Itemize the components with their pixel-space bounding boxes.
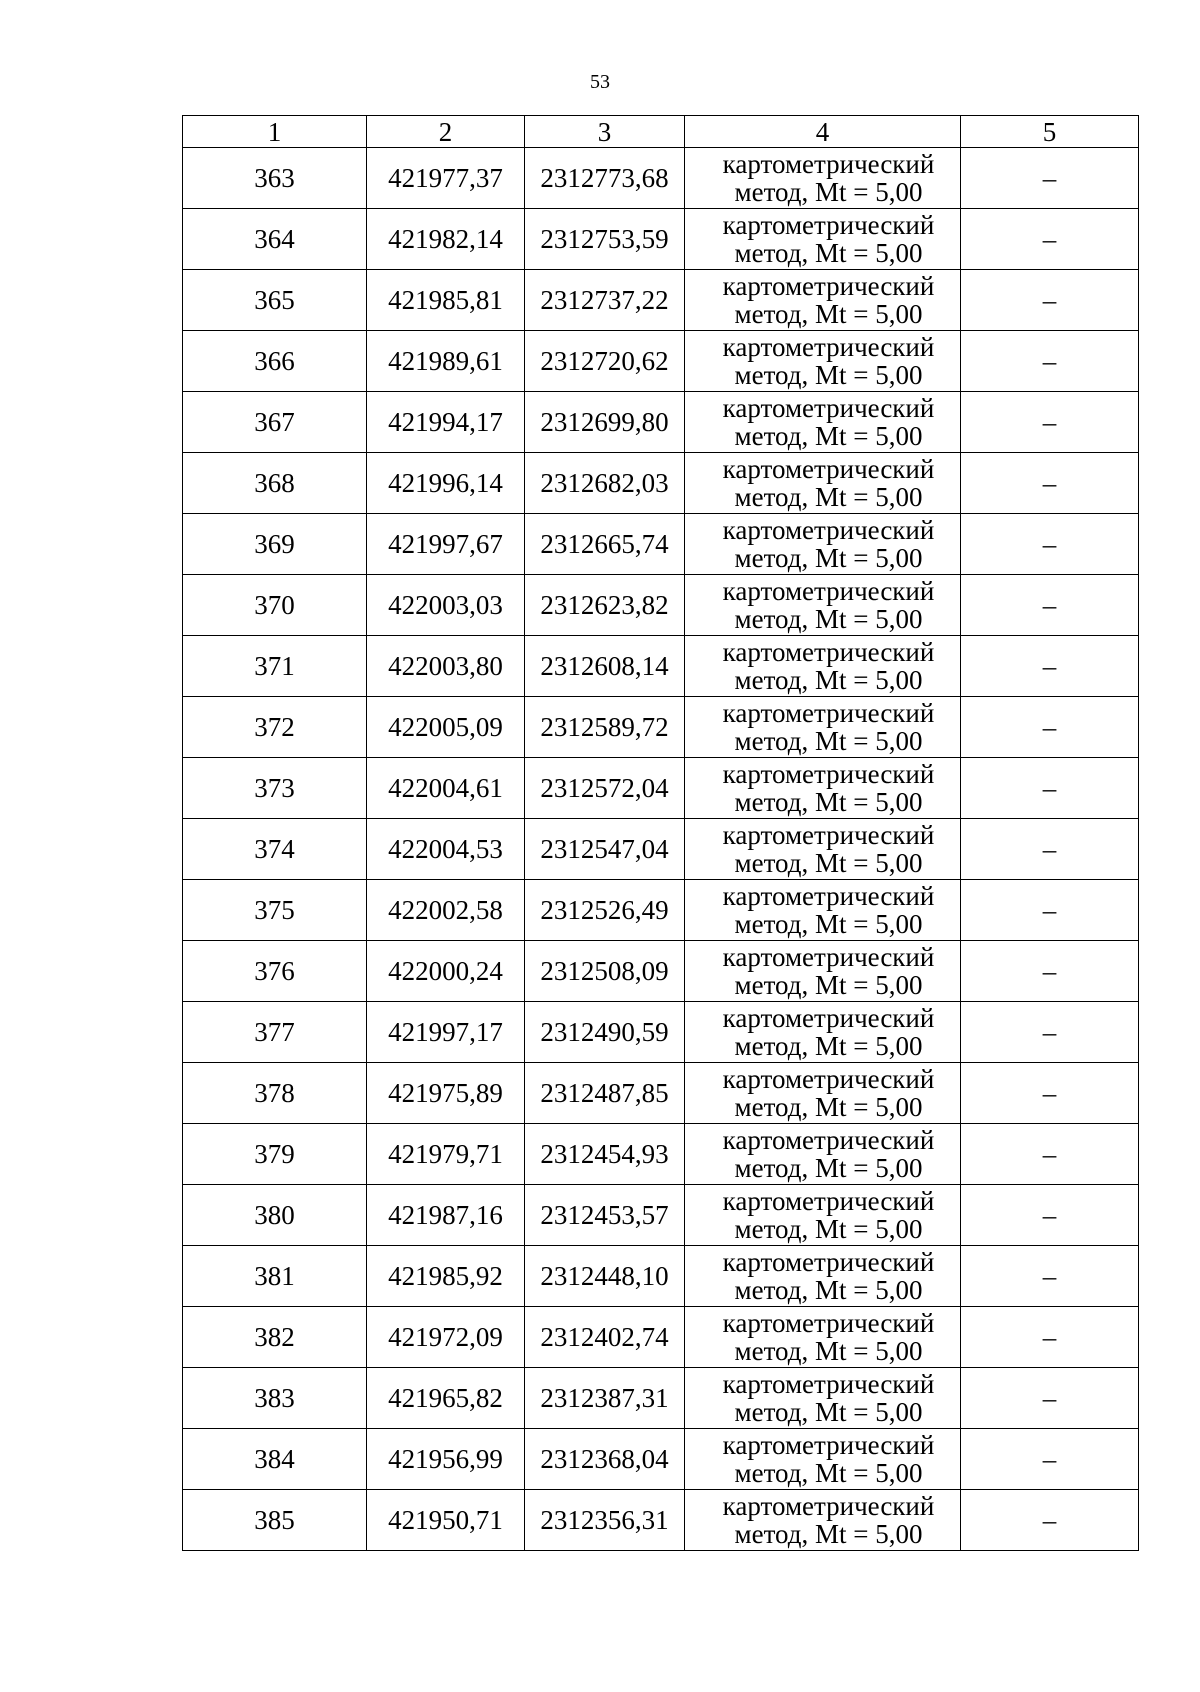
x-coordinate-cell: 421977,37 <box>367 148 525 209</box>
method-cell <box>685 758 961 819</box>
table-row <box>183 758 1139 819</box>
y-coordinate-cell: 2312448,10 <box>525 1246 685 1307</box>
point-number-cell: 377 <box>183 1002 367 1063</box>
method-line-2: метод, Mt = 5,00 <box>734 909 923 939</box>
note-cell: – <box>961 1185 1139 1246</box>
method-cell <box>685 1124 961 1185</box>
y-coordinate-cell: 2312773,68 <box>525 148 685 209</box>
point-number-cell: 383 <box>183 1368 367 1429</box>
method-cell <box>685 1368 961 1429</box>
coordinates-table <box>182 115 1139 1551</box>
method-line-2: метод, Mt = 5,00 <box>734 1031 923 1061</box>
method-line-2: метод, Mt = 5,00 <box>734 1275 923 1305</box>
method-line-1: картометрический <box>722 759 935 789</box>
point-number-cell: 380 <box>183 1185 367 1246</box>
method-line-1: картометрический <box>722 271 935 301</box>
method-line-2: метод, Mt = 5,00 <box>734 1519 923 1549</box>
method-line-1: картометрический <box>722 698 935 728</box>
method-line-1: картометрический <box>722 1247 935 1277</box>
column-header-1: 1 <box>183 116 367 148</box>
method-cell <box>685 1002 961 1063</box>
method-cell <box>685 270 961 331</box>
method-line-2: метод, Mt = 5,00 <box>734 238 923 268</box>
y-coordinate-cell: 2312608,14 <box>525 636 685 697</box>
y-coordinate-cell: 2312453,57 <box>525 1185 685 1246</box>
method-cell <box>685 1246 961 1307</box>
y-coordinate-cell: 2312665,74 <box>525 514 685 575</box>
column-header-4: 4 <box>685 116 961 148</box>
table-row <box>183 1002 1139 1063</box>
table-row <box>183 453 1139 514</box>
table-row <box>183 697 1139 758</box>
table-row <box>183 392 1139 453</box>
table-row <box>183 1063 1139 1124</box>
note-cell: – <box>961 209 1139 270</box>
x-coordinate-cell: 422000,24 <box>367 941 525 1002</box>
point-number-cell: 372 <box>183 697 367 758</box>
method-line-1: картометрический <box>722 881 935 911</box>
method-line-2: метод, Mt = 5,00 <box>734 1214 923 1244</box>
method-cell <box>685 941 961 1002</box>
y-coordinate-cell: 2312356,31 <box>525 1490 685 1551</box>
note-cell: – <box>961 819 1139 880</box>
note-cell: – <box>961 636 1139 697</box>
method-line-2: метод, Mt = 5,00 <box>734 970 923 1000</box>
point-number-cell: 375 <box>183 880 367 941</box>
method-line-1: картометрический <box>722 1369 935 1399</box>
point-number-cell: 373 <box>183 758 367 819</box>
y-coordinate-cell: 2312368,04 <box>525 1429 685 1490</box>
x-coordinate-cell: 421997,67 <box>367 514 525 575</box>
y-coordinate-cell: 2312490,59 <box>525 1002 685 1063</box>
y-coordinate-cell: 2312699,80 <box>525 392 685 453</box>
method-line-1: картометрический <box>722 942 935 972</box>
x-coordinate-cell: 421979,71 <box>367 1124 525 1185</box>
method-line-2: метод, Mt = 5,00 <box>734 1397 923 1427</box>
method-line-1: картометрический <box>722 393 935 423</box>
note-cell: – <box>961 331 1139 392</box>
method-cell <box>685 209 961 270</box>
point-number-cell: 371 <box>183 636 367 697</box>
column-header-5: 5 <box>961 116 1139 148</box>
point-number-cell: 370 <box>183 575 367 636</box>
y-coordinate-cell: 2312572,04 <box>525 758 685 819</box>
method-cell <box>685 819 961 880</box>
point-number-cell: 374 <box>183 819 367 880</box>
point-number-cell: 367 <box>183 392 367 453</box>
table-row <box>183 1429 1139 1490</box>
point-number-cell: 364 <box>183 209 367 270</box>
point-number-cell: 368 <box>183 453 367 514</box>
method-line-2: метод, Mt = 5,00 <box>734 299 923 329</box>
method-line-2: метод, Mt = 5,00 <box>734 421 923 451</box>
note-cell: – <box>961 1307 1139 1368</box>
method-line-1: картометрический <box>722 820 935 850</box>
table-body <box>183 148 1139 1551</box>
method-line-1: картометрический <box>722 454 935 484</box>
method-cell <box>685 697 961 758</box>
note-cell: – <box>961 453 1139 514</box>
x-coordinate-cell: 422004,53 <box>367 819 525 880</box>
method-line-2: метод, Mt = 5,00 <box>734 1153 923 1183</box>
table-row <box>183 270 1139 331</box>
method-line-1: картометрический <box>722 1186 935 1216</box>
note-cell: – <box>961 1368 1139 1429</box>
x-coordinate-cell: 421994,17 <box>367 392 525 453</box>
method-line-1: картометрический <box>722 1491 935 1521</box>
note-cell: – <box>961 270 1139 331</box>
x-coordinate-cell: 421985,81 <box>367 270 525 331</box>
point-number-cell: 381 <box>183 1246 367 1307</box>
method-line-2: метод, Mt = 5,00 <box>734 1458 923 1488</box>
table-row <box>183 1246 1139 1307</box>
x-coordinate-cell: 421997,17 <box>367 1002 525 1063</box>
method-line-2: метод, Mt = 5,00 <box>734 543 923 573</box>
method-line-1: картометрический <box>722 332 935 362</box>
y-coordinate-cell: 2312737,22 <box>525 270 685 331</box>
method-cell <box>685 514 961 575</box>
method-line-2: метод, Mt = 5,00 <box>734 726 923 756</box>
method-line-1: картометрический <box>722 1003 935 1033</box>
method-line-2: метод, Mt = 5,00 <box>734 360 923 390</box>
table-row <box>183 1124 1139 1185</box>
table-row <box>183 209 1139 270</box>
table-row <box>183 819 1139 880</box>
table-row <box>183 941 1139 1002</box>
note-cell: – <box>961 1429 1139 1490</box>
method-line-1: картометрический <box>722 1308 935 1338</box>
x-coordinate-cell: 421987,16 <box>367 1185 525 1246</box>
x-coordinate-cell: 422003,80 <box>367 636 525 697</box>
table-row <box>183 331 1139 392</box>
x-coordinate-cell: 421996,14 <box>367 453 525 514</box>
method-line-1: картометрический <box>722 1430 935 1460</box>
note-cell: – <box>961 1002 1139 1063</box>
table-row <box>183 636 1139 697</box>
table-row <box>183 148 1139 209</box>
y-coordinate-cell: 2312387,31 <box>525 1368 685 1429</box>
y-coordinate-cell: 2312682,03 <box>525 453 685 514</box>
point-number-cell: 378 <box>183 1063 367 1124</box>
method-cell <box>685 880 961 941</box>
point-number-cell: 379 <box>183 1124 367 1185</box>
method-line-2: метод, Mt = 5,00 <box>734 482 923 512</box>
y-coordinate-cell: 2312753,59 <box>525 209 685 270</box>
point-number-cell: 363 <box>183 148 367 209</box>
table-row <box>183 1490 1139 1551</box>
method-line-1: картометрический <box>722 576 935 606</box>
method-line-2: метод, Mt = 5,00 <box>734 848 923 878</box>
y-coordinate-cell: 2312402,74 <box>525 1307 685 1368</box>
x-coordinate-cell: 422004,61 <box>367 758 525 819</box>
table-row <box>183 1185 1139 1246</box>
point-number-cell: 369 <box>183 514 367 575</box>
method-cell <box>685 575 961 636</box>
y-coordinate-cell: 2312487,85 <box>525 1063 685 1124</box>
note-cell: – <box>961 1124 1139 1185</box>
note-cell: – <box>961 880 1139 941</box>
method-line-1: картометрический <box>722 1064 935 1094</box>
method-cell <box>685 392 961 453</box>
point-number-cell: 384 <box>183 1429 367 1490</box>
y-coordinate-cell: 2312508,09 <box>525 941 685 1002</box>
method-line-1: картометрический <box>722 210 935 240</box>
method-cell <box>685 453 961 514</box>
x-coordinate-cell: 421965,82 <box>367 1368 525 1429</box>
table-header-row <box>183 116 1139 148</box>
method-line-2: метод, Mt = 5,00 <box>734 177 923 207</box>
x-coordinate-cell: 421956,99 <box>367 1429 525 1490</box>
note-cell: – <box>961 1490 1139 1551</box>
note-cell: – <box>961 941 1139 1002</box>
y-coordinate-cell: 2312589,72 <box>525 697 685 758</box>
point-number-cell: 385 <box>183 1490 367 1551</box>
note-cell: – <box>961 697 1139 758</box>
method-cell <box>685 1490 961 1551</box>
note-cell: – <box>961 148 1139 209</box>
note-cell: – <box>961 1246 1139 1307</box>
point-number-cell: 365 <box>183 270 367 331</box>
x-coordinate-cell: 422005,09 <box>367 697 525 758</box>
note-cell: – <box>961 392 1139 453</box>
x-coordinate-cell: 421989,61 <box>367 331 525 392</box>
method-cell <box>685 331 961 392</box>
x-coordinate-cell: 421950,71 <box>367 1490 525 1551</box>
y-coordinate-cell: 2312526,49 <box>525 880 685 941</box>
point-number-cell: 382 <box>183 1307 367 1368</box>
y-coordinate-cell: 2312547,04 <box>525 819 685 880</box>
table-row <box>183 880 1139 941</box>
method-line-1: картометрический <box>722 515 935 545</box>
method-line-1: картометрический <box>722 1125 935 1155</box>
method-cell <box>685 148 961 209</box>
table-row <box>183 575 1139 636</box>
method-line-2: метод, Mt = 5,00 <box>734 1336 923 1366</box>
method-line-2: метод, Mt = 5,00 <box>734 787 923 817</box>
note-cell: – <box>961 1063 1139 1124</box>
table-row <box>183 1368 1139 1429</box>
table-row <box>183 1307 1139 1368</box>
column-header-2: 2 <box>367 116 525 148</box>
method-cell <box>685 1185 961 1246</box>
method-line-2: метод, Mt = 5,00 <box>734 604 923 634</box>
x-coordinate-cell: 421975,89 <box>367 1063 525 1124</box>
method-line-1: картометрический <box>722 149 935 179</box>
x-coordinate-cell: 421972,09 <box>367 1307 525 1368</box>
method-cell <box>685 1307 961 1368</box>
page-number: 53 <box>590 71 610 93</box>
point-number-cell: 376 <box>183 941 367 1002</box>
method-cell <box>685 1429 961 1490</box>
table-row <box>183 514 1139 575</box>
column-header-3: 3 <box>525 116 685 148</box>
y-coordinate-cell: 2312454,93 <box>525 1124 685 1185</box>
method-cell <box>685 636 961 697</box>
x-coordinate-cell: 422003,03 <box>367 575 525 636</box>
method-line-2: метод, Mt = 5,00 <box>734 1092 923 1122</box>
method-cell <box>685 1063 961 1124</box>
x-coordinate-cell: 422002,58 <box>367 880 525 941</box>
note-cell: – <box>961 758 1139 819</box>
point-number-cell: 366 <box>183 331 367 392</box>
y-coordinate-cell: 2312720,62 <box>525 331 685 392</box>
method-line-2: метод, Mt = 5,00 <box>734 665 923 695</box>
x-coordinate-cell: 421985,92 <box>367 1246 525 1307</box>
note-cell: – <box>961 514 1139 575</box>
y-coordinate-cell: 2312623,82 <box>525 575 685 636</box>
method-line-1: картометрический <box>722 637 935 667</box>
note-cell: – <box>961 575 1139 636</box>
x-coordinate-cell: 421982,14 <box>367 209 525 270</box>
